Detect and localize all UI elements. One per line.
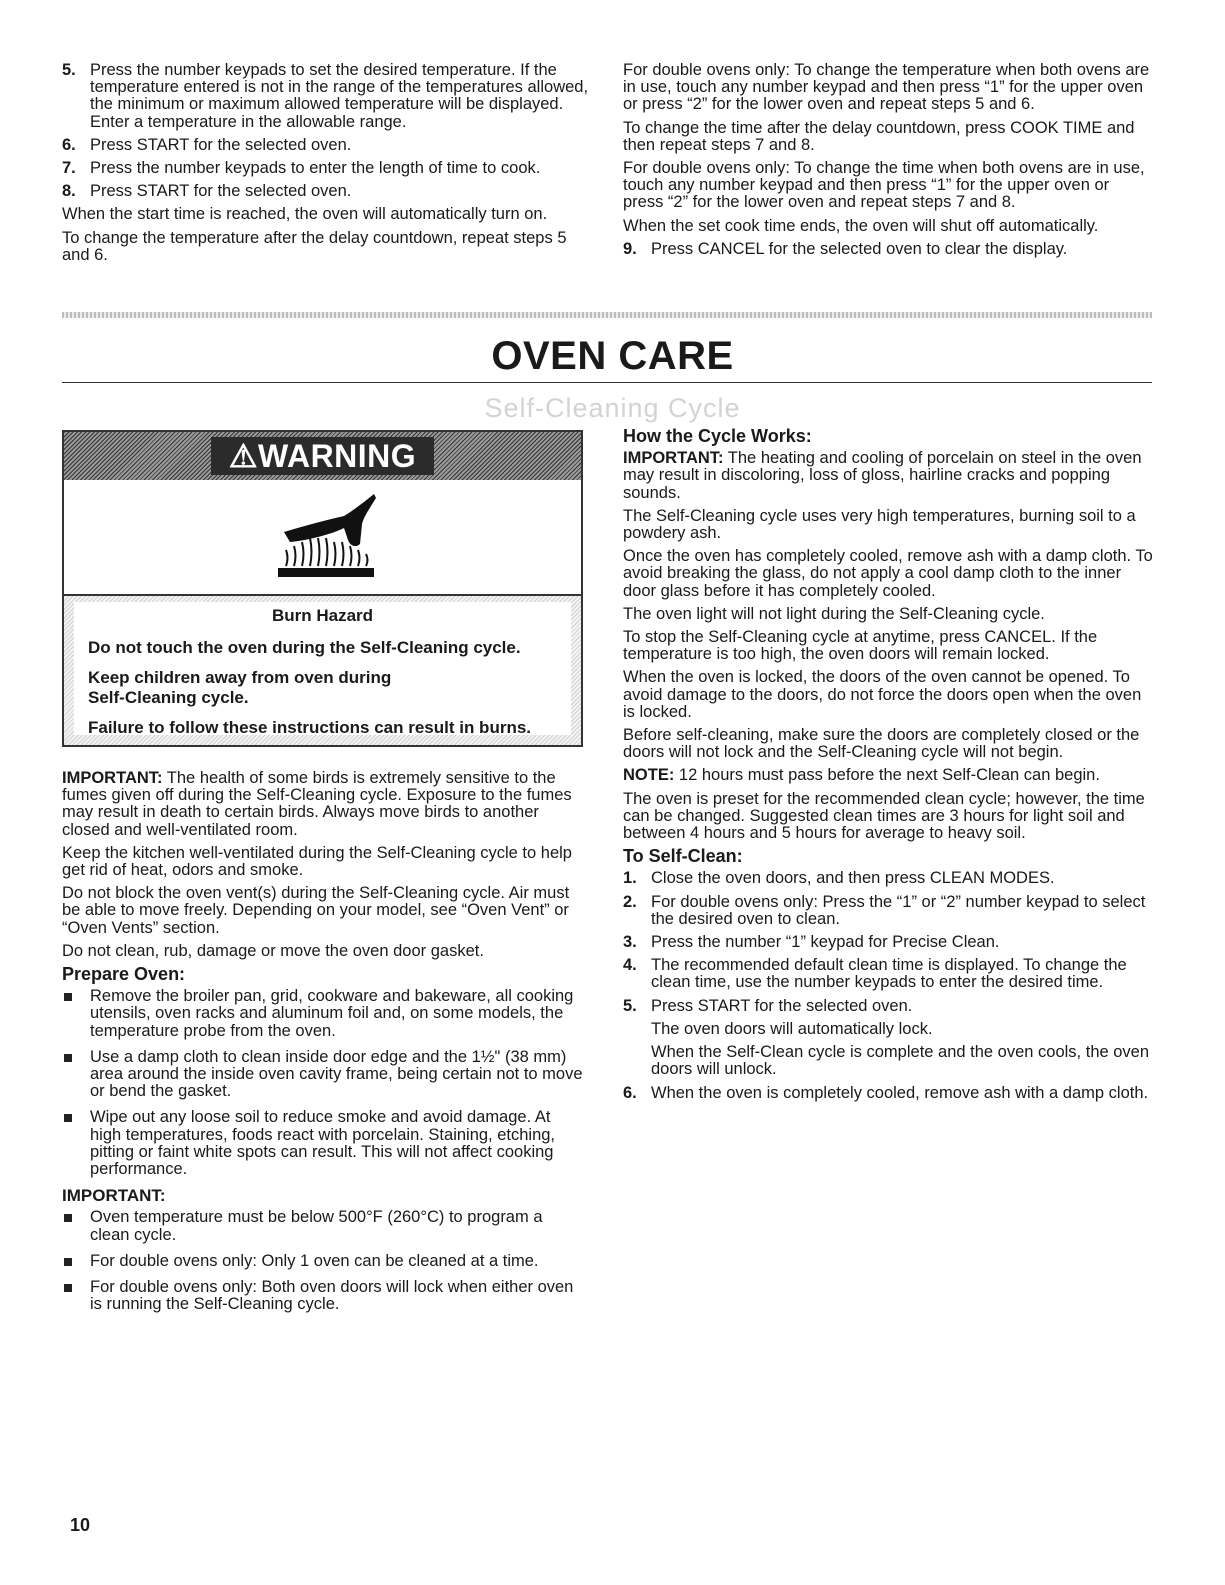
bullet-icon: [62, 988, 90, 1040]
to-self-clean-heading: To Self-Clean:: [623, 846, 743, 867]
list-item: Use a damp cloth to clean inside door edge and the 1½" (38 mm) area around the inside oven cavity frame, being certain not to move or bend the gasket.: [62, 1049, 584, 1101]
bullet-icon: [62, 1209, 90, 1243]
paragraph: When the oven is locked, the doors of the oven cannot be opened. To avoid damage to the doors, do not force the doors open when the oven is locked.: [623, 668, 1142, 721]
how-heading: How the Cycle Works:: [623, 426, 812, 446]
paragraph: The oven light will not light during the Self-Cleaning cycle.: [623, 604, 1045, 623]
clean-step-5: 5. Press START for the selected oven. The oven doors will automatically lock. When the Self-Clean cycle is complete and the oven cools, the oven doors will unlock.: [623, 996, 1150, 1079]
paragraph: To change the temperature after the delay countdown, repeat steps 5 and 6.: [62, 228, 567, 264]
section-subtitle: Self-Cleaning Cycle: [484, 393, 741, 423]
step-5: 5. Press the number keypads to set the desired temperature. If the temperature entered is not in the range of the temperatures allowed, the minimum or maximum allowed temperature will be displayed. Enter a temperature in the allowable range.: [62, 61, 589, 131]
important-heading: IMPORTANT:: [62, 1186, 166, 1206]
paragraph: For double ovens only: To change the time when both ovens are in use, touch any number keypad and then press “1” for the upper oven or press “2” for the lower oven and repeat steps 7 and 8.: [623, 159, 1145, 212]
paragraph: Do not clean, rub, damage or move the oven door gasket.: [62, 941, 484, 960]
page-number: 10: [70, 1515, 91, 1535]
warning-line: Keep children away from oven during Self-Cleaning cycle.: [88, 668, 392, 707]
note: NOTE: 12 hours must pass before the next Self-Clean can begin.: [623, 766, 1100, 785]
paragraph: Do not block the oven vent(s) during the Self-Cleaning cycle. Air must be able to move freely. Depending on your model, see “Oven Vent” or “Oven Vents” section.: [62, 884, 570, 937]
right-column: [623, 428, 1153, 1108]
clean-step-6: 6. When the oven is completely cooled, remove ash with a damp cloth.: [623, 1083, 1149, 1102]
list-item: Oven temperature must be below 500°F (260°C) to program a clean cycle.: [62, 1209, 584, 1243]
list-item: Remove the broiler pan, grid, cookware and bakeware, all cooking utensils, oven racks and aluminum foil and, on some models, the temperature probe from the oven.: [62, 988, 584, 1040]
left-column: [62, 770, 584, 1322]
paragraph: IMPORTANT: The heating and cooling of porcelain on steel in the oven may result in discoloring, loss of gloss, hairline cracks and popping sounds.: [623, 449, 1142, 502]
clean-step-3: 3. Press the number “1” keypad for Precise Clean.: [623, 933, 1000, 952]
warning-line: Do not touch the oven during the Self-Cleaning cycle.: [88, 638, 521, 657]
warning-line: Failure to follow these instructions can result in burns.: [88, 718, 532, 737]
burn-hazard-icon: [64, 480, 581, 596]
warning-header: [64, 432, 581, 480]
paragraph: For double ovens only: To change the temperature when both ovens are in use, touch any number keypad and then press “1” for the upper oven or press “2” for the lower oven and repeat steps 5 and 6.: [623, 61, 1150, 114]
list-item: Wipe out any loose soil to reduce smoke and avoid damage. At high temperatures, foods react with porcelain. Staining, etching, pitting or faint white spots can result. This will not affect cooking performance.: [62, 1109, 584, 1178]
prepare-heading: Prepare Oven:: [62, 964, 186, 985]
paragraph: Once the oven has completely cooled, remove ash with a damp cloth. To avoid breaking the glass, do not apply a cool damp cloth to the inner door glass before it has completely cooled.: [623, 547, 1153, 600]
warning-text-panel: [74, 602, 571, 735]
clean-step-1: 1. Close the oven doors, and then press CLEAN MODES.: [623, 869, 1055, 888]
bullet-icon: [62, 1253, 90, 1270]
top-left-column: [62, 62, 594, 270]
paragraph: When the start time is reached, the oven will automatically turn on.: [62, 205, 548, 224]
paragraph: To change the time after the delay countdown, press COOK TIME and then repeat steps 7 and 8.: [623, 118, 1135, 154]
paragraph: IMPORTANT: The health of some birds is extremely sensitive to the fumes given off during the Self-Cleaning cycle. Exposure to the fumes may result in death to certain birds. Always move birds to another closed and well-ventilated room.: [62, 769, 572, 839]
clean-step-2: 2. For double ovens only: Press the “1” or “2” number keypad to select the desired oven to clean.: [623, 892, 1146, 928]
dotted-divider: [62, 312, 1152, 318]
warning-label: ⚠WARNING: [211, 437, 434, 475]
paragraph: The oven is preset for the recommended clean cycle; however, the time can be changed. Suggested clean times are 3 hours for light soil and between 4 hours and 5 hours for average to heavy soil.: [623, 789, 1145, 843]
warning-body: [64, 596, 581, 745]
list-item: For double ovens only: Only 1 oven can be cleaned at a time.: [62, 1253, 584, 1270]
step-9: 9. Press CANCEL for the selected oven to clear the display.: [623, 239, 1068, 258]
step-6: 6. Press START for the selected oven.: [62, 135, 352, 154]
bullet-icon: [62, 1049, 90, 1101]
hazard-title: Burn Hazard: [271, 606, 374, 625]
step-7: 7. Press the number keypads to enter the length of time to cook.: [62, 159, 541, 178]
section-title: OVEN CARE: [491, 334, 734, 378]
paragraph: Keep the kitchen well-ventilated during the Self-Cleaning cycle to help get rid of heat, odors and smoke.: [62, 843, 572, 880]
step-8: 8. Press START for the selected oven.: [62, 182, 352, 201]
clean-step-4: 4. The recommended default clean time is displayed. To change the clean time, use the number keypads to enter the desired time.: [623, 956, 1127, 992]
paragraph: The Self-Cleaning cycle uses very high temperatures, burning soil to a powdery ash.: [623, 506, 1136, 543]
list-item: For double ovens only: Both oven doors will lock when either oven is running the Self-Cleaning cycle.: [62, 1279, 584, 1313]
top-right-column: [623, 62, 1153, 264]
warning-box: [62, 430, 583, 747]
paragraph: When the set cook time ends, the oven will shut off automatically.: [623, 216, 1099, 235]
paragraph: To stop the Self-Cleaning cycle at anytime, press CANCEL. If the temperature is too high, the oven doors will remain locked.: [623, 628, 1098, 664]
bullet-icon: [62, 1109, 90, 1178]
title-rule: [62, 382, 1152, 383]
bullet-icon: [62, 1279, 90, 1313]
paragraph: Before self-cleaning, make sure the doors are completely closed or the doors will not lock and the Self-Cleaning cycle will not begin.: [623, 726, 1140, 762]
